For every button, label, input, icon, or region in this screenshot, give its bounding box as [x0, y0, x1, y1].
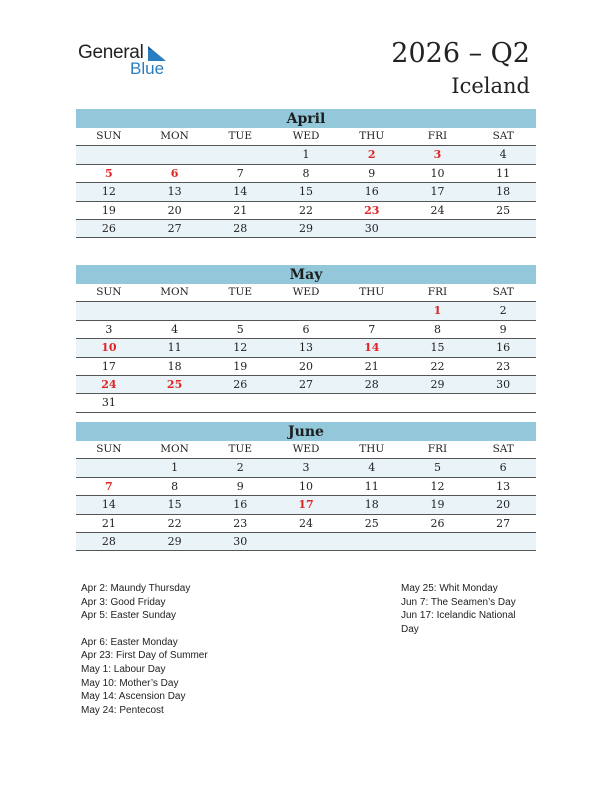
day-cell: 26	[101, 221, 116, 235]
weekday-label: THU	[359, 443, 385, 455]
day-cell: 23	[496, 359, 511, 373]
holiday-item: May 10: Mother’s Day	[81, 677, 179, 689]
day-cell: 3	[302, 461, 310, 475]
day-cell: 28	[101, 534, 116, 548]
day-cell: 25	[364, 516, 379, 530]
logo-general-text: General	[78, 42, 144, 63]
day-cell	[405, 394, 471, 411]
day-cell: 23	[233, 516, 248, 530]
day-cell: 14	[101, 498, 116, 512]
day-cell: 6	[170, 166, 179, 180]
weekday-label: SUN	[96, 286, 122, 298]
day-cell: 6	[302, 322, 310, 336]
day-cell	[273, 302, 339, 319]
day-cell: 20	[496, 498, 511, 512]
day-cell: 2	[367, 148, 376, 162]
day-cell: 18	[364, 498, 379, 512]
day-cell: 3	[433, 148, 442, 162]
day-cell: 5	[433, 461, 441, 475]
day-cell: 16	[233, 498, 248, 512]
day-cell: 20	[299, 359, 314, 373]
weekday-label: SAT	[492, 286, 514, 298]
day-cell: 28	[364, 377, 379, 391]
week-row	[76, 321, 536, 339]
day-cell: 2	[236, 461, 244, 475]
day-cell: 27	[299, 377, 314, 391]
week-row	[76, 496, 536, 514]
quarter-title: 2026 – Q2	[391, 38, 530, 69]
day-cell: 14	[364, 341, 380, 355]
day-cell: 23	[364, 203, 380, 217]
day-cell: 24	[430, 203, 445, 217]
day-cell	[207, 302, 273, 319]
day-cell	[470, 220, 536, 237]
day-cell: 22	[430, 359, 445, 373]
day-cell: 13	[299, 341, 314, 355]
day-cell: 19	[101, 203, 116, 217]
day-cell: 3	[105, 322, 113, 336]
day-cell: 28	[233, 221, 248, 235]
day-cell: 4	[499, 148, 507, 162]
weekday-label: SUN	[96, 130, 122, 142]
week-row	[76, 339, 536, 357]
day-cell	[470, 533, 536, 550]
day-cell: 6	[499, 461, 507, 475]
day-cell: 10	[299, 479, 314, 493]
holiday-item: Apr 5: Easter Sunday	[81, 610, 177, 622]
weekday-label: WED	[292, 130, 320, 142]
day-cell: 29	[299, 221, 314, 235]
weekday-label: TUE	[228, 443, 253, 455]
holiday-item: May 1: Labour Day	[81, 663, 166, 675]
day-cell: 5	[236, 322, 244, 336]
weekday-label: TUE	[228, 130, 253, 142]
day-cell: 17	[430, 185, 445, 199]
day-cell: 22	[167, 516, 182, 530]
day-cell: 2	[499, 304, 507, 318]
day-cell: 25	[496, 203, 511, 217]
weekday-label: SAT	[492, 130, 514, 142]
day-cell: 29	[167, 534, 182, 548]
country-name: Iceland	[451, 74, 530, 98]
day-cell: 15	[430, 341, 445, 355]
week-row	[76, 220, 536, 238]
weekday-label: MON	[160, 130, 189, 142]
week-row	[76, 394, 536, 412]
day-cell: 19	[430, 498, 445, 512]
day-cell: 10	[101, 341, 117, 355]
day-cell: 1	[433, 304, 442, 318]
day-cell	[76, 459, 142, 476]
day-cell: 12	[430, 479, 445, 493]
month-title: June	[76, 422, 536, 441]
day-cell: 11	[167, 341, 182, 355]
weekday-label: SAT	[492, 443, 514, 455]
day-cell	[273, 394, 339, 411]
day-cell: 19	[233, 359, 248, 373]
day-cell: 5	[105, 166, 113, 180]
day-cell	[207, 146, 273, 163]
holiday-item: May 14: Ascension Day	[81, 691, 186, 703]
holiday-item: Apr 23: First Day of Summer	[81, 650, 208, 662]
day-cell	[142, 394, 208, 411]
day-cell: 10	[430, 166, 445, 180]
day-cell	[339, 302, 405, 319]
holiday-item: Apr 2: Maundy Thursday	[81, 583, 191, 594]
weekday-label: MON	[160, 286, 189, 298]
day-cell: 1	[302, 148, 310, 162]
day-cell	[339, 394, 405, 411]
day-cell	[339, 533, 405, 550]
week-row	[76, 459, 536, 477]
day-cell: 4	[368, 461, 376, 475]
day-cell	[142, 146, 208, 163]
day-cell: 12	[233, 341, 248, 355]
weekday-header-row	[76, 441, 536, 459]
day-cell: 7	[368, 322, 376, 336]
day-cell: 11	[496, 166, 511, 180]
day-cell: 30	[364, 221, 379, 235]
month-title: May	[76, 265, 536, 284]
holiday-item: Day	[401, 623, 419, 635]
day-cell: 21	[101, 516, 116, 530]
day-cell: 21	[233, 203, 248, 217]
generalblue-logo	[78, 40, 178, 80]
day-cell: 8	[171, 479, 179, 493]
weekday-label: FRI	[427, 286, 448, 298]
day-cell: 1	[171, 461, 179, 475]
day-cell: 17	[298, 498, 314, 512]
day-cell: 9	[368, 166, 376, 180]
day-cell: 16	[496, 341, 511, 355]
day-cell: 27	[496, 516, 511, 530]
holiday-list-right	[401, 582, 516, 636]
day-cell	[207, 394, 273, 411]
month-may	[76, 265, 536, 413]
day-cell	[76, 146, 142, 163]
day-cell: 24	[101, 377, 117, 391]
weekday-label: TUE	[228, 286, 253, 298]
weekday-header-row	[76, 128, 536, 146]
day-cell: 9	[499, 322, 507, 336]
day-cell: 7	[236, 166, 244, 180]
day-cell: 26	[430, 516, 445, 530]
day-cell: 26	[233, 377, 248, 391]
day-cell	[405, 220, 471, 237]
week-row	[76, 478, 536, 496]
day-cell: 21	[364, 359, 379, 373]
month-april	[76, 109, 536, 238]
day-cell: 4	[171, 322, 179, 336]
week-row	[76, 165, 536, 183]
month-title: April	[76, 109, 536, 128]
holiday-item: Apr 3: Good Friday	[81, 596, 166, 608]
week-row	[76, 376, 536, 394]
day-cell: 18	[496, 185, 511, 199]
weekday-label: SUN	[96, 443, 122, 455]
week-row	[76, 302, 536, 320]
day-cell: 30	[496, 377, 511, 391]
weekday-label: FRI	[427, 443, 448, 455]
day-cell: 16	[364, 185, 379, 199]
day-cell: 27	[167, 221, 182, 235]
week-row	[76, 183, 536, 201]
day-cell: 13	[496, 479, 511, 493]
weekday-label: FRI	[427, 130, 448, 142]
weekday-label: THU	[359, 130, 385, 142]
holiday-item: May 24: Pentecost	[81, 704, 164, 716]
day-cell: 20	[167, 203, 182, 217]
day-cell	[273, 533, 339, 550]
day-cell: 15	[299, 185, 314, 199]
day-cell: 13	[167, 185, 182, 199]
day-cell	[142, 302, 208, 319]
logo-blue-text: Blue	[130, 59, 165, 78]
week-row	[76, 146, 536, 164]
day-cell: 8	[433, 322, 441, 336]
day-cell: 25	[166, 377, 183, 391]
weekday-label: WED	[292, 286, 320, 298]
day-cell: 15	[167, 498, 182, 512]
day-cell: 14	[233, 185, 248, 199]
day-cell	[470, 394, 536, 411]
day-cell	[405, 533, 471, 550]
day-cell: 17	[101, 359, 116, 373]
day-cell: 11	[364, 479, 379, 493]
day-cell: 29	[430, 377, 445, 391]
day-cell: 8	[302, 166, 310, 180]
holiday-list-left	[81, 582, 208, 717]
day-cell: 30	[233, 534, 248, 548]
weekday-label: WED	[292, 443, 320, 455]
day-cell: 18	[167, 359, 182, 373]
weekday-label: THU	[359, 286, 385, 298]
weekday-header-row	[76, 284, 536, 302]
day-cell: 22	[299, 203, 314, 217]
holiday-item: Jun 17: Icelandic National	[401, 610, 516, 622]
week-row	[76, 358, 536, 376]
month-june	[76, 422, 536, 551]
day-cell: 9	[236, 479, 244, 493]
day-cell: 24	[299, 516, 314, 530]
day-cell: 31	[101, 396, 116, 410]
week-row	[76, 202, 536, 220]
week-row	[76, 533, 536, 551]
day-cell: 7	[105, 479, 113, 493]
weekday-label: MON	[160, 443, 189, 455]
day-cell: 12	[101, 185, 116, 199]
holiday-item: Jun 7: The Seamen’s Day	[401, 596, 516, 608]
week-row	[76, 515, 536, 533]
holiday-item: May 25: Whit Monday	[401, 583, 498, 594]
holiday-item: Apr 6: Easter Monday	[81, 636, 178, 648]
day-cell	[76, 302, 142, 319]
